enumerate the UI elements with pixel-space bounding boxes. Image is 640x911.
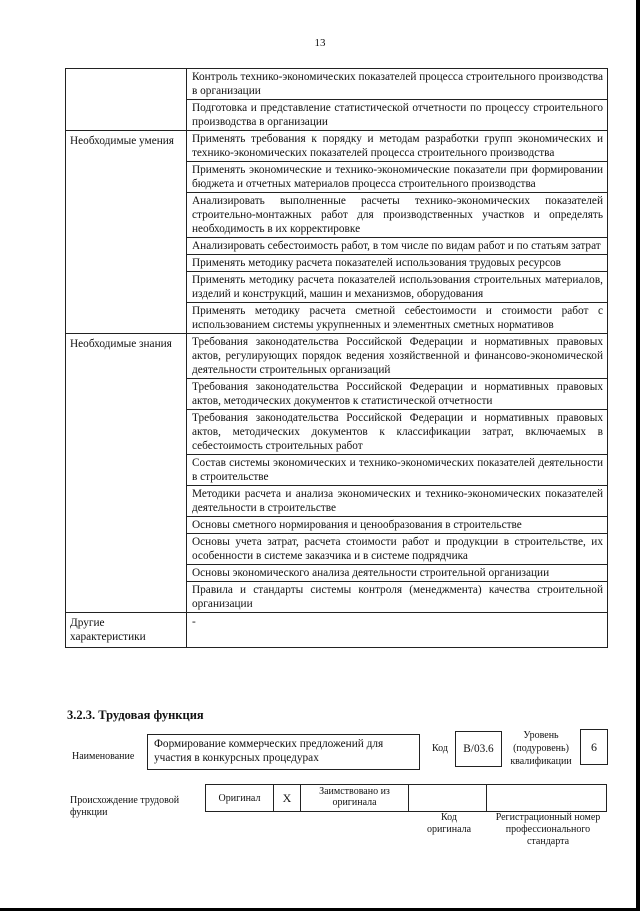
section-title: 3.2.3. Трудовая функция [67,708,204,722]
function-name-box: Формирование коммерческих предложений для участия в конкурсных процедурах [147,734,420,770]
code-box: B/03.6 [455,731,502,767]
knowledge-item: Требования законодательства Российской Федерации и нормативных правовых актов, методических документов к статистической отчетности [187,379,608,410]
original-code-cell [409,785,487,812]
knowledge-item: Методики расчета и анализа экономических и технико-экономических показателей деятельности в строительстве [187,486,608,517]
registration-number-caption: Регистрационный номер профессионального стандарта [495,812,601,847]
knowledge-item: Требования законодательства Российской Федерации и нормативных правовых актов, регулирующих порядок ведения хозяйственной и финансово-экономической деятельности строительных организаций [187,334,608,379]
knowledge-item: Основы учета затрат, расчета стоимости работ и продукции в строительстве, их особенности в системе заказчика и в системе подрядчика [187,534,608,565]
knowledge-item: Основы сметного нормирования и ценообразования в строительстве [187,517,608,534]
qualification-level-label: Уровень (подуровень) квалификации [510,730,572,767]
page-number: 13 [314,37,326,49]
origin-table [205,784,607,812]
name-label: Наименование [72,751,135,762]
skills-label: Необходимые умения [66,131,187,334]
empty-label-cell [66,69,187,131]
scan-edge [636,0,640,911]
skill-item: Применять экономические и технико-экономические показатели при формировании бюджета и отчетных материалов процесса строительного производства [187,162,608,193]
table-row [66,613,608,648]
other-label: Другие характеристики [66,613,187,648]
skill-item: Применять методику расчета сметной себестоимости и стоимости работ с использованием системы укрупненных и элементных сметных нормативов [187,303,608,334]
borrowed-label: Заимствовано из оригинала [301,785,409,812]
table-row [66,69,608,100]
qualification-level-box: 6 [580,729,608,765]
action-item: Подготовка и представление статистической отчетности по процессу строительного производства в организации [187,100,608,131]
competency-table [65,68,608,648]
knowledge-item: Основы экономического анализа деятельности строительной организации [187,565,608,582]
original-code-caption: Код оригинала [426,812,472,835]
origin-label: Происхождение трудовой функции [70,795,180,818]
original-label: Оригинал [206,785,274,812]
original-mark: X [274,785,301,812]
registration-number-cell [487,785,607,812]
skill-item: Анализировать выполненные расчеты технико-экономических показателей строительно-монтажных работ для производственных участков и определять необходимость в их корректировке [187,193,608,238]
other-value: - [187,613,608,648]
code-label: Код [432,743,448,754]
skill-item: Применять требования к порядку и методам разработки групп экономических и технико-экономических показателей процесса строительного производства [187,131,608,162]
action-item: Контроль технико-экономических показателей процесса строительного производства в организации [187,69,608,100]
table-row [66,131,608,162]
skill-item: Анализировать себестоимость работ, в том числе по видам работ и по статьям затрат [187,238,608,255]
knowledge-label: Необходимые знания [66,334,187,613]
knowledge-item: Состав системы экономических и технико-экономических показателей деятельности в строительстве [187,455,608,486]
table-row [66,334,608,379]
skill-item: Применять методику расчета показателей использования строительных материалов, изделий и конструкций, машин и механизмов, оборудования [187,272,608,303]
skill-item: Применять методику расчета показателей использования трудовых ресурсов [187,255,608,272]
table-row [206,785,607,812]
knowledge-item: Правила и стандарты системы контроля (менеджмента) качества строительной организации [187,582,608,613]
knowledge-item: Требования законодательства Российской Федерации и нормативных правовых актов, методических документов к классификации затрат, включаемых в себестоимость строительных работ [187,410,608,455]
